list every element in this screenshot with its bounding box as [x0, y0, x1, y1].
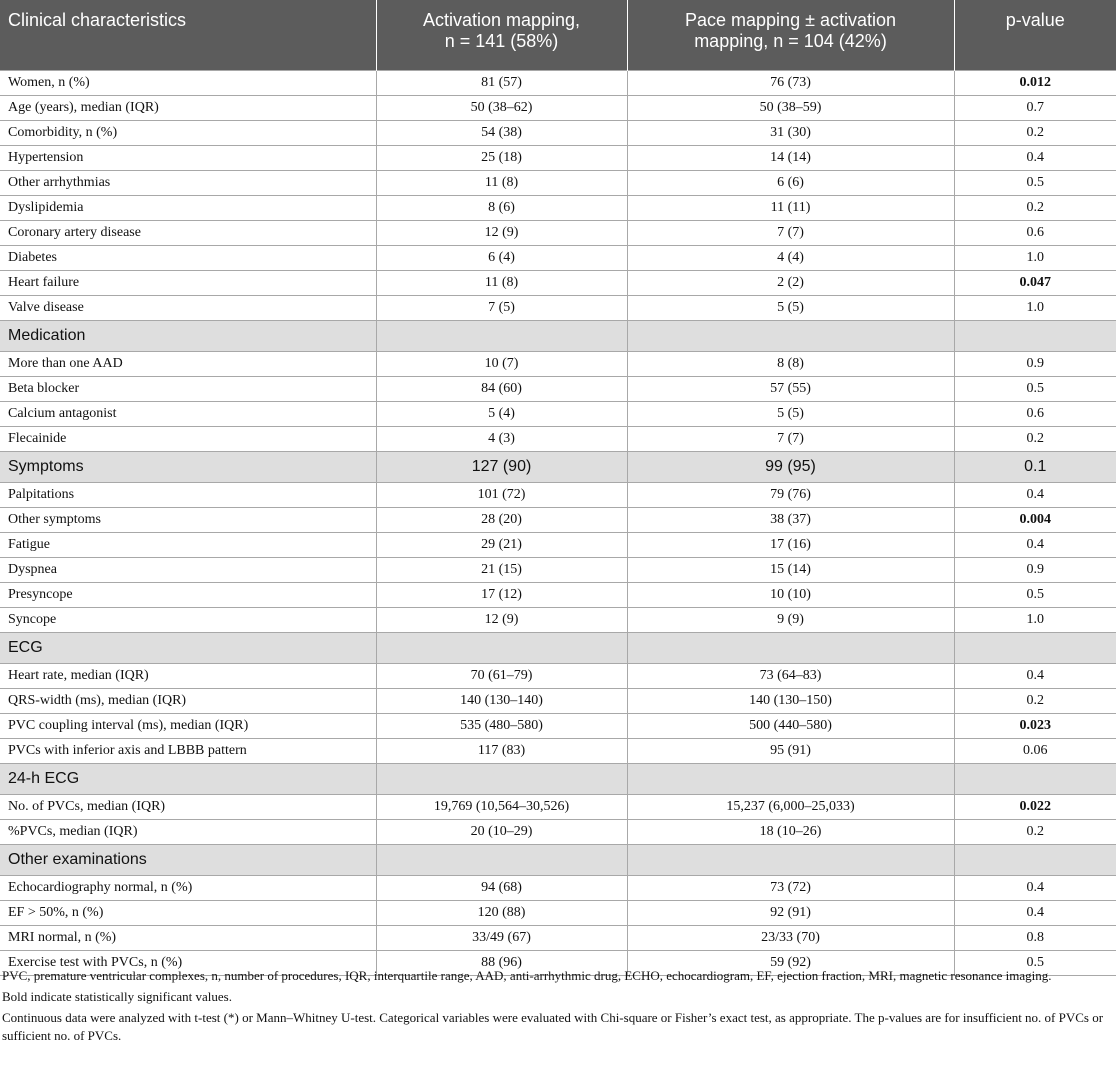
cell-activation-mapping: 535 (480–580): [376, 714, 627, 739]
table-row: [0, 739, 1116, 764]
cell-p-value: 0.022: [954, 795, 1116, 820]
cell-p-value: 0.4: [954, 664, 1116, 689]
cell-pace-mapping: 50 (38–59): [627, 96, 954, 121]
cell-activation-mapping: 88 (96): [376, 951, 627, 976]
cell-activation-mapping: 101 (72): [376, 483, 627, 508]
cell-pace-mapping: [627, 764, 954, 795]
row-label: PVC coupling interval (ms), median (IQR): [0, 714, 376, 739]
cell-activation-mapping: 11 (8): [376, 171, 627, 196]
row-label: PVCs with inferior axis and LBBB pattern: [0, 739, 376, 764]
cell-pace-mapping: 14 (14): [627, 146, 954, 171]
header-activation-mapping: Activation mapping, n = 141 (58%): [376, 0, 627, 71]
cell-activation-mapping: 20 (10–29): [376, 820, 627, 845]
table-row: [0, 558, 1116, 583]
cell-p-value: 0.2: [954, 820, 1116, 845]
cell-activation-mapping: 10 (7): [376, 352, 627, 377]
header-clinical-characteristics: Clinical characteristics: [0, 0, 376, 71]
row-label: Beta blocker: [0, 377, 376, 402]
cell-p-value: 0.5: [954, 583, 1116, 608]
row-label: Women, n (%): [0, 71, 376, 96]
table-row: [0, 427, 1116, 452]
cell-p-value: 0.4: [954, 146, 1116, 171]
row-label: Fatigue: [0, 533, 376, 558]
cell-p-value: 0.2: [954, 196, 1116, 221]
row-label: Comorbidity, n (%): [0, 121, 376, 146]
table-row: [0, 820, 1116, 845]
cell-p-value: 0.1: [954, 452, 1116, 483]
row-label: Diabetes: [0, 246, 376, 271]
cell-activation-mapping: 17 (12): [376, 583, 627, 608]
row-label: More than one AAD: [0, 352, 376, 377]
cell-activation-mapping: 21 (15): [376, 558, 627, 583]
table-row: [0, 377, 1116, 402]
cell-pace-mapping: 8 (8): [627, 352, 954, 377]
row-label: Heart rate, median (IQR): [0, 664, 376, 689]
cell-pace-mapping: 18 (10–26): [627, 820, 954, 845]
cell-pace-mapping: 5 (5): [627, 402, 954, 427]
table-row: [0, 96, 1116, 121]
cell-p-value: 0.2: [954, 427, 1116, 452]
cell-pace-mapping: 92 (91): [627, 901, 954, 926]
cell-activation-mapping: 33/49 (67): [376, 926, 627, 951]
table-row: [0, 146, 1116, 171]
cell-p-value: 1.0: [954, 608, 1116, 633]
cell-p-value: 0.6: [954, 402, 1116, 427]
row-label: Presyncope: [0, 583, 376, 608]
cell-activation-mapping: 12 (9): [376, 608, 627, 633]
table-row: [0, 714, 1116, 739]
cell-pace-mapping: 10 (10): [627, 583, 954, 608]
cell-p-value: 1.0: [954, 296, 1116, 321]
header-pace-mapping: Pace mapping ± activation mapping, n = 104 (42%): [627, 0, 954, 71]
section-row: [0, 633, 1116, 664]
header-row: [0, 0, 1116, 71]
section-row: [0, 452, 1116, 483]
cell-p-value: 0.004: [954, 508, 1116, 533]
cell-activation-mapping: 6 (4): [376, 246, 627, 271]
cell-activation-mapping: 127 (90): [376, 452, 627, 483]
cell-p-value: 0.5: [954, 377, 1116, 402]
table-row: [0, 402, 1116, 427]
cell-p-value: 1.0: [954, 246, 1116, 271]
footnotes: [0, 967, 1112, 1048]
cell-activation-mapping: 120 (88): [376, 901, 627, 926]
cell-pace-mapping: 73 (72): [627, 876, 954, 901]
table-row: [0, 608, 1116, 633]
cell-p-value: 0.06: [954, 739, 1116, 764]
table-row: [0, 876, 1116, 901]
cell-activation-mapping: [376, 845, 627, 876]
row-label: Other arrhythmias: [0, 171, 376, 196]
cell-pace-mapping: 7 (7): [627, 221, 954, 246]
table-row: [0, 246, 1116, 271]
cell-p-value: 0.9: [954, 352, 1116, 377]
cell-pace-mapping: [627, 633, 954, 664]
table-row: [0, 296, 1116, 321]
table-row: [0, 583, 1116, 608]
cell-p-value: 0.2: [954, 121, 1116, 146]
cell-activation-mapping: 50 (38–62): [376, 96, 627, 121]
table-row: [0, 171, 1116, 196]
cell-p-value: 0.4: [954, 533, 1116, 558]
cell-activation-mapping: 25 (18): [376, 146, 627, 171]
cell-activation-mapping: 140 (130–140): [376, 689, 627, 714]
header-p-value: p-value: [954, 0, 1116, 71]
cell-pace-mapping: 2 (2): [627, 271, 954, 296]
section-row: [0, 845, 1116, 876]
cell-activation-mapping: 117 (83): [376, 739, 627, 764]
cell-p-value: 0.5: [954, 951, 1116, 976]
cell-activation-mapping: [376, 633, 627, 664]
cell-activation-mapping: 4 (3): [376, 427, 627, 452]
cell-pace-mapping: 4 (4): [627, 246, 954, 271]
footnote-abbreviations: PVC, premature ventricular complexes, n, number of procedures, IQR, interquartile range, AAD, anti-arrhythmic drug, ECHO, echocardiogram, EF, ejection fraction, MRI, magnetic resonance imaging.: [2, 968, 1052, 983]
cell-pace-mapping: 500 (440–580): [627, 714, 954, 739]
cell-pace-mapping: 99 (95): [627, 452, 954, 483]
cell-pace-mapping: 15,237 (6,000–25,033): [627, 795, 954, 820]
cell-p-value: [954, 845, 1116, 876]
row-label: 24-h ECG: [0, 764, 376, 795]
cell-activation-mapping: 84 (60): [376, 377, 627, 402]
cell-pace-mapping: 17 (16): [627, 533, 954, 558]
table-row: [0, 271, 1116, 296]
row-label: MRI normal, n (%): [0, 926, 376, 951]
cell-p-value: 0.2: [954, 689, 1116, 714]
footnote-bold: Bold indicate statistically significant values.: [2, 989, 232, 1004]
cell-activation-mapping: 29 (21): [376, 533, 627, 558]
cell-p-value: [954, 764, 1116, 795]
row-label: Syncope: [0, 608, 376, 633]
cell-activation-mapping: 54 (38): [376, 121, 627, 146]
cell-pace-mapping: 79 (76): [627, 483, 954, 508]
table-row: [0, 196, 1116, 221]
cell-p-value: 0.7: [954, 96, 1116, 121]
table-row: [0, 221, 1116, 246]
cell-pace-mapping: [627, 845, 954, 876]
row-label: Valve disease: [0, 296, 376, 321]
row-label: Flecainide: [0, 427, 376, 452]
table-row: [0, 71, 1116, 96]
cell-activation-mapping: [376, 321, 627, 352]
row-label: Palpitations: [0, 483, 376, 508]
cell-p-value: 0.5: [954, 171, 1116, 196]
row-label: Heart failure: [0, 271, 376, 296]
cell-pace-mapping: 15 (14): [627, 558, 954, 583]
row-label: ECG: [0, 633, 376, 664]
footnote-methods: Continuous data were analyzed with t-test (*) or Mann–Whitney U-test. Categorical variables were evaluated with Chi-square or Fisher’s exact test, as appropriate. The p-values are for insufficient no. of PVCs or sufficient no. of PVCs.: [2, 1010, 1104, 1043]
cell-p-value: [954, 321, 1116, 352]
cell-p-value: 0.012: [954, 71, 1116, 96]
row-label: %PVCs, median (IQR): [0, 820, 376, 845]
row-label: Age (years), median (IQR): [0, 96, 376, 121]
row-label: Symptoms: [0, 452, 376, 483]
row-label: Calcium antagonist: [0, 402, 376, 427]
row-label: No. of PVCs, median (IQR): [0, 795, 376, 820]
table-row: [0, 352, 1116, 377]
row-label: Exercise test with PVCs, n (%): [0, 951, 376, 976]
cell-pace-mapping: 140 (130–150): [627, 689, 954, 714]
table-row: [0, 926, 1116, 951]
cell-pace-mapping: 9 (9): [627, 608, 954, 633]
table-row: [0, 689, 1116, 714]
row-label: Other examinations: [0, 845, 376, 876]
table-row: [0, 533, 1116, 558]
cell-activation-mapping: 94 (68): [376, 876, 627, 901]
row-label: QRS-width (ms), median (IQR): [0, 689, 376, 714]
cell-pace-mapping: 6 (6): [627, 171, 954, 196]
table-row: [0, 901, 1116, 926]
cell-pace-mapping: [627, 321, 954, 352]
table-row: [0, 483, 1116, 508]
cell-p-value: [954, 633, 1116, 664]
cell-activation-mapping: 7 (5): [376, 296, 627, 321]
cell-pace-mapping: 76 (73): [627, 71, 954, 96]
cell-activation-mapping: 70 (61–79): [376, 664, 627, 689]
cell-pace-mapping: 95 (91): [627, 739, 954, 764]
row-label: Hypertension: [0, 146, 376, 171]
cell-activation-mapping: 19,769 (10,564–30,526): [376, 795, 627, 820]
cell-activation-mapping: 8 (6): [376, 196, 627, 221]
cell-activation-mapping: 12 (9): [376, 221, 627, 246]
section-row: [0, 764, 1116, 795]
cell-activation-mapping: 28 (20): [376, 508, 627, 533]
row-label: EF > 50%, n (%): [0, 901, 376, 926]
cell-activation-mapping: 81 (57): [376, 71, 627, 96]
cell-p-value: 0.8: [954, 926, 1116, 951]
cell-pace-mapping: 11 (11): [627, 196, 954, 221]
row-label: Coronary artery disease: [0, 221, 376, 246]
cell-pace-mapping: 7 (7): [627, 427, 954, 452]
table-row: [0, 508, 1116, 533]
row-label: Dyslipidemia: [0, 196, 376, 221]
cell-p-value: 0.4: [954, 876, 1116, 901]
table-row: [0, 795, 1116, 820]
cell-pace-mapping: 5 (5): [627, 296, 954, 321]
row-label: Medication: [0, 321, 376, 352]
cell-pace-mapping: 59 (92): [627, 951, 954, 976]
row-label: Echocardiography normal, n (%): [0, 876, 376, 901]
table-row: [0, 664, 1116, 689]
cell-p-value: 0.6: [954, 221, 1116, 246]
cell-p-value: 0.047: [954, 271, 1116, 296]
cell-activation-mapping: 11 (8): [376, 271, 627, 296]
cell-activation-mapping: [376, 764, 627, 795]
cell-activation-mapping: 5 (4): [376, 402, 627, 427]
cell-pace-mapping: 31 (30): [627, 121, 954, 146]
row-label: Other symptoms: [0, 508, 376, 533]
section-row: [0, 321, 1116, 352]
cell-p-value: 0.4: [954, 483, 1116, 508]
cell-p-value: 0.4: [954, 901, 1116, 926]
cell-pace-mapping: 23/33 (70): [627, 926, 954, 951]
row-label: Dyspnea: [0, 558, 376, 583]
cell-pace-mapping: 73 (64–83): [627, 664, 954, 689]
cell-pace-mapping: 38 (37): [627, 508, 954, 533]
cell-p-value: 0.023: [954, 714, 1116, 739]
cell-p-value: 0.9: [954, 558, 1116, 583]
cell-pace-mapping: 57 (55): [627, 377, 954, 402]
table-row: [0, 121, 1116, 146]
